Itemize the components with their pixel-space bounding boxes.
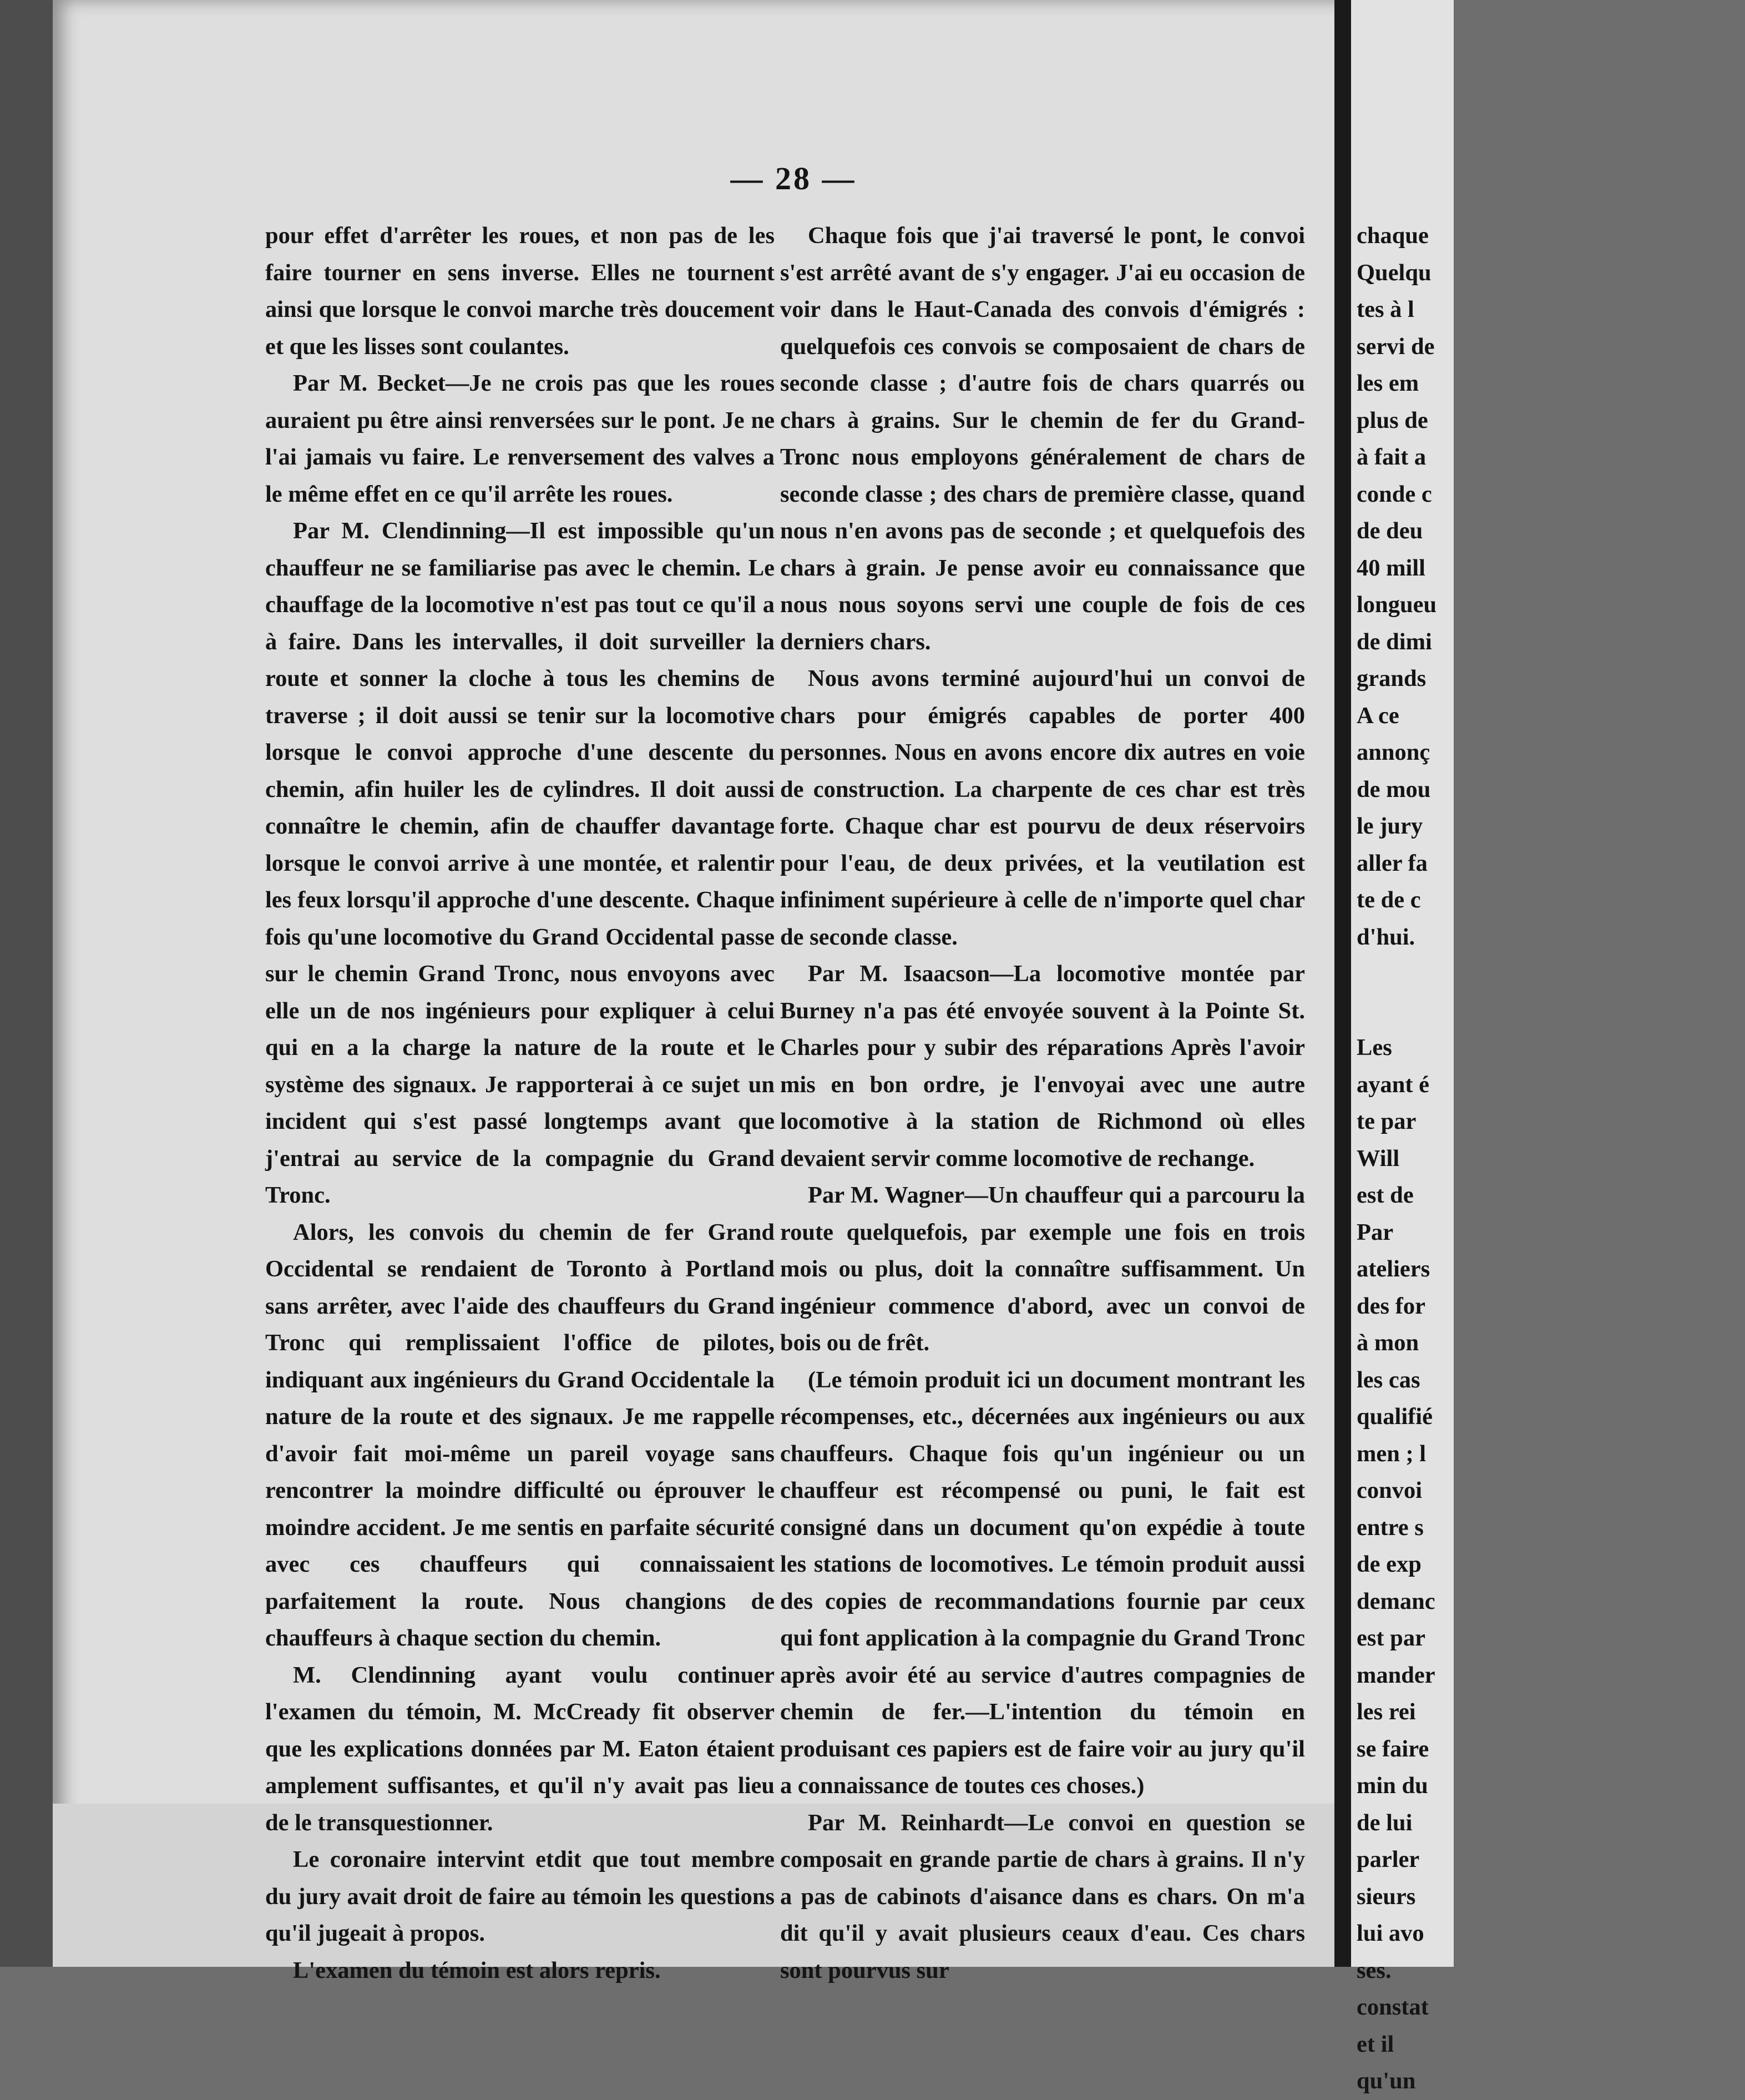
facing-page-line: Will <box>1357 1145 1400 1172</box>
facing-page-line: est par <box>1357 1625 1425 1651</box>
facing-page-line: Les <box>1357 1034 1392 1061</box>
facing-page-line: constat <box>1357 1994 1429 2020</box>
facing-page-line: se faire <box>1357 1735 1429 1762</box>
facing-page-line: grands <box>1357 665 1427 691</box>
paragraph: Alors, les convois du chemin de fer Grand Occidental se rendaient de Toronto à Portland sans arrêter, avec l'aide des chauffeurs du Grand Tronc qui remplissaient l'office de pilotes, indiquant aux ingénieurs du Grand Occidentale la nature de la route et des signaux. Je me rappelle d'avoir fait moi-même un pareil voyage sans rencontrer la moindre difficulté ou éprouver le moindre accident. Je me sentis en parfaite sécurité avec ces chauffeurs qui connaissaient parfaitement la route. Nous changions de chauffeurs à chaque section du chemin. <box>265 1219 775 1651</box>
facing-page-line: Quelqu <box>1357 259 1432 286</box>
facing-page-line: qu'un <box>1357 2068 1416 2094</box>
facing-page-line: de deu <box>1357 518 1423 544</box>
facing-page-line: de exp <box>1357 1551 1422 1577</box>
facing-page-line: min du <box>1357 1773 1428 1799</box>
facing-page-line: de mou <box>1357 776 1431 802</box>
facing-page-line: demanc <box>1357 1588 1435 1614</box>
paragraph: pour effet d'arrêter les roues, et non pas de les faire tourner en sens inverse. Elles ne tournent ainsi que lorsque le convoi marche très doucement et que les lisses sont coulantes. <box>265 223 775 360</box>
facing-page-line: les cas <box>1357 1366 1420 1393</box>
facing-page-line: sieurs <box>1357 1883 1416 1910</box>
facing-page-line: d'hui. <box>1357 923 1415 950</box>
left-scan-edge <box>0 0 53 1967</box>
facing-page-line: qualifié <box>1357 1404 1433 1430</box>
facing-page-line <box>1357 993 1745 1030</box>
paragraph: Par M. Reinhardt—Le convoi en question se composait en grande partie de chars à grains. Il n'y a pas de cabinots d'aisance dans es chars. On m'a dit qu'il y avait plusieurs ceaux d'eau. Ces chars sont pourvus sur <box>780 1809 1305 1983</box>
facing-page-line: plus de <box>1357 407 1428 433</box>
facing-page-line: aller fa <box>1357 850 1428 876</box>
paragraph: L'examen du témoin est alors repris. <box>293 1957 661 1983</box>
facing-page-line: des for <box>1357 1293 1425 1319</box>
facing-page-line: est de <box>1357 1182 1414 1208</box>
book-gutter <box>1334 0 1351 1967</box>
paragraph: Par M. Becket—Je ne crois pas que les roues auraient pu être ainsi renversées sur le pont. Je ne l'ai jamais vu faire. Le renversement des valves a le même effet en ce qu'il arrête les roues. <box>265 370 775 507</box>
facing-page-line: tes à l <box>1357 296 1414 322</box>
facing-page-line: conde c <box>1357 481 1432 507</box>
paragraph: Nous avons terminé aujourd'hui un convoi de chars pour émigrés capables de porter 400 personnes. Nous en avons encore dix autres en voie de construction. La charpente de ces char est très forte. Chaque char est pourvu de deux réservoirs pour l'eau, de deux privées, et la veutilation est infiniment supérieure à celle de n'importe quel char de seconde classe. <box>780 665 1305 950</box>
right-column <box>780 218 1305 1989</box>
facing-page-line: entre s <box>1357 1514 1424 1541</box>
facing-page-line: longueu <box>1357 592 1437 618</box>
facing-page-line: A ce <box>1357 702 1399 729</box>
paragraph: Par M. Wagner—Un chauffeur qui a parcouru la route quelquefois, par exemple une fois en trois mois ou plus, doit la connaître suffisamment. Un ingénieur commence d'abord, avec un convoi de bois ou de frêt. <box>780 1182 1305 1356</box>
page-number: — 28 — <box>730 160 857 196</box>
facing-page-line: les rei <box>1357 1699 1416 1725</box>
facing-page-line: ateliers <box>1357 1256 1430 1282</box>
facing-page-line: ayant é <box>1357 1071 1430 1098</box>
facing-page-line: servi de <box>1357 333 1435 360</box>
facing-page-line: convoi <box>1357 1477 1423 1503</box>
facing-page-line: le jury <box>1357 813 1423 839</box>
facing-page-line: ses. <box>1357 1957 1392 1983</box>
paragraph: M. Clendinning ayant voulu continuer l'examen du témoin, M. McCready fit observer que les explications données par M. Eaton étaient amplement suffisantes, et qu'il n'y avait pas lieu de le transquestionner. <box>265 1662 775 1836</box>
facing-page-line: de lui <box>1357 1809 1413 1836</box>
paragraph: Par M. Clendinning—Il est impossible qu'un chauffeur ne se familiarise pas avec le chemin. Le chauffage de la locomotive n'est pas tout ce qu'il a à faire. Dans les intervalles, il doit surveiller la route et sonner la cloche à tous les chemins de traverse ; il doit aussi se tenir sur la locomotive lorsque le convoi approche d'une descente du chemin, afin huiler les de cylindres. Il doit aussi connaître le chemin, afin de chauffer davantage lorsque le convoi arrive à une montée, et ralentir les feux lorsqu'il approche d'une descente. Chaque fois qu'une locomotive du Grand Occidental passe sur le chemin Grand Tronc, nous envoyons avec elle un de nos ingénieurs pour expliquer à celui qui en a la charge la nature de la route et le système des signaux. Je rapporterai à ce sujet un incident qui s'est passé longtemps avant que j'entrai au service de la compagnie du Grand Tronc. <box>265 518 775 1208</box>
facing-page-line: mander <box>1357 1662 1435 1688</box>
paragraph: Chaque fois que j'ai traversé le pont, le convoi s'est arrêté avant de s'y engager. J'ai eu occasion de voir dans le Haut-Canada des convois d'émigrés : quelquefois ces convois se composaient de chars de seconde classe ; d'autre fois de chars quarrés ou chars à grains. Sur le chemin de fer du Grand-Tronc nous employons généralement de chars de seconde classe ; des chars de première classe, quand nous n'en avons pas de seconde ; et quelquefois des chars à grain. Je pense avoir eu connaissance que nous nous soyons servi une couple de fois de ces derniers chars. <box>780 223 1305 655</box>
paragraph: (Le témoin produit ici un document montrant les récompenses, etc., décernées aux ingénieurs ou aux chauffeurs. Chaque fois qu'un ingénieur ou un chauffeur est récompensé ou puni, le fait est consigné dans un document qu'on expédie à toute les stations de locomotives. Le témoin produit aussi des copies de recommandations fournie par ceux qui font application à la compagnie du Grand Tronc après avoir été au service d'autres compagnies de chemin de fer.—L'intention du témoin en produisant ces papiers est de faire voir au jury qu'il a connaissance de toutes ces choses.) <box>780 1366 1305 1799</box>
facing-page-line: parler <box>1357 1846 1420 1872</box>
paragraph: Par M. Isaacson—La locomotive montée par Burney n'a pas été envoyée souvent à la Pointe St. Charles pour y subir des réparations Après l'avoir mis en bon ordre, je l'envoyai avec une autre locomotive à la station de Richmond où elles devaient servir comme locomotive de rechange. <box>780 961 1305 1172</box>
facing-page-line: chaque <box>1357 223 1429 249</box>
facing-page-line: te de c <box>1357 887 1421 913</box>
facing-page-text <box>1357 218 1745 2100</box>
facing-page-line: à mon <box>1357 1330 1419 1356</box>
left-column <box>265 218 775 1989</box>
facing-page-line: te par <box>1357 1108 1417 1134</box>
paragraph: Le coronaire intervint etdit que tout membre du jury avait droit de faire au témoin les questions qu'il jugeait à propos. <box>265 1846 775 1946</box>
facing-page-line <box>1357 956 1745 993</box>
facing-page-line: Par <box>1357 1219 1394 1245</box>
facing-page-line: les em <box>1357 370 1419 396</box>
facing-page-fragment <box>1351 0 1454 2094</box>
facing-page-line: men ; l <box>1357 1440 1427 1467</box>
facing-page-line: annonç <box>1357 739 1430 765</box>
facing-page-line: à fait a <box>1357 444 1427 470</box>
facing-page-line: lui avo <box>1357 1920 1424 1946</box>
facing-page-line: 40 mill <box>1357 554 1425 581</box>
facing-page-line: et il <box>1357 2031 1394 2057</box>
facing-page-line: de dimi <box>1357 628 1432 655</box>
